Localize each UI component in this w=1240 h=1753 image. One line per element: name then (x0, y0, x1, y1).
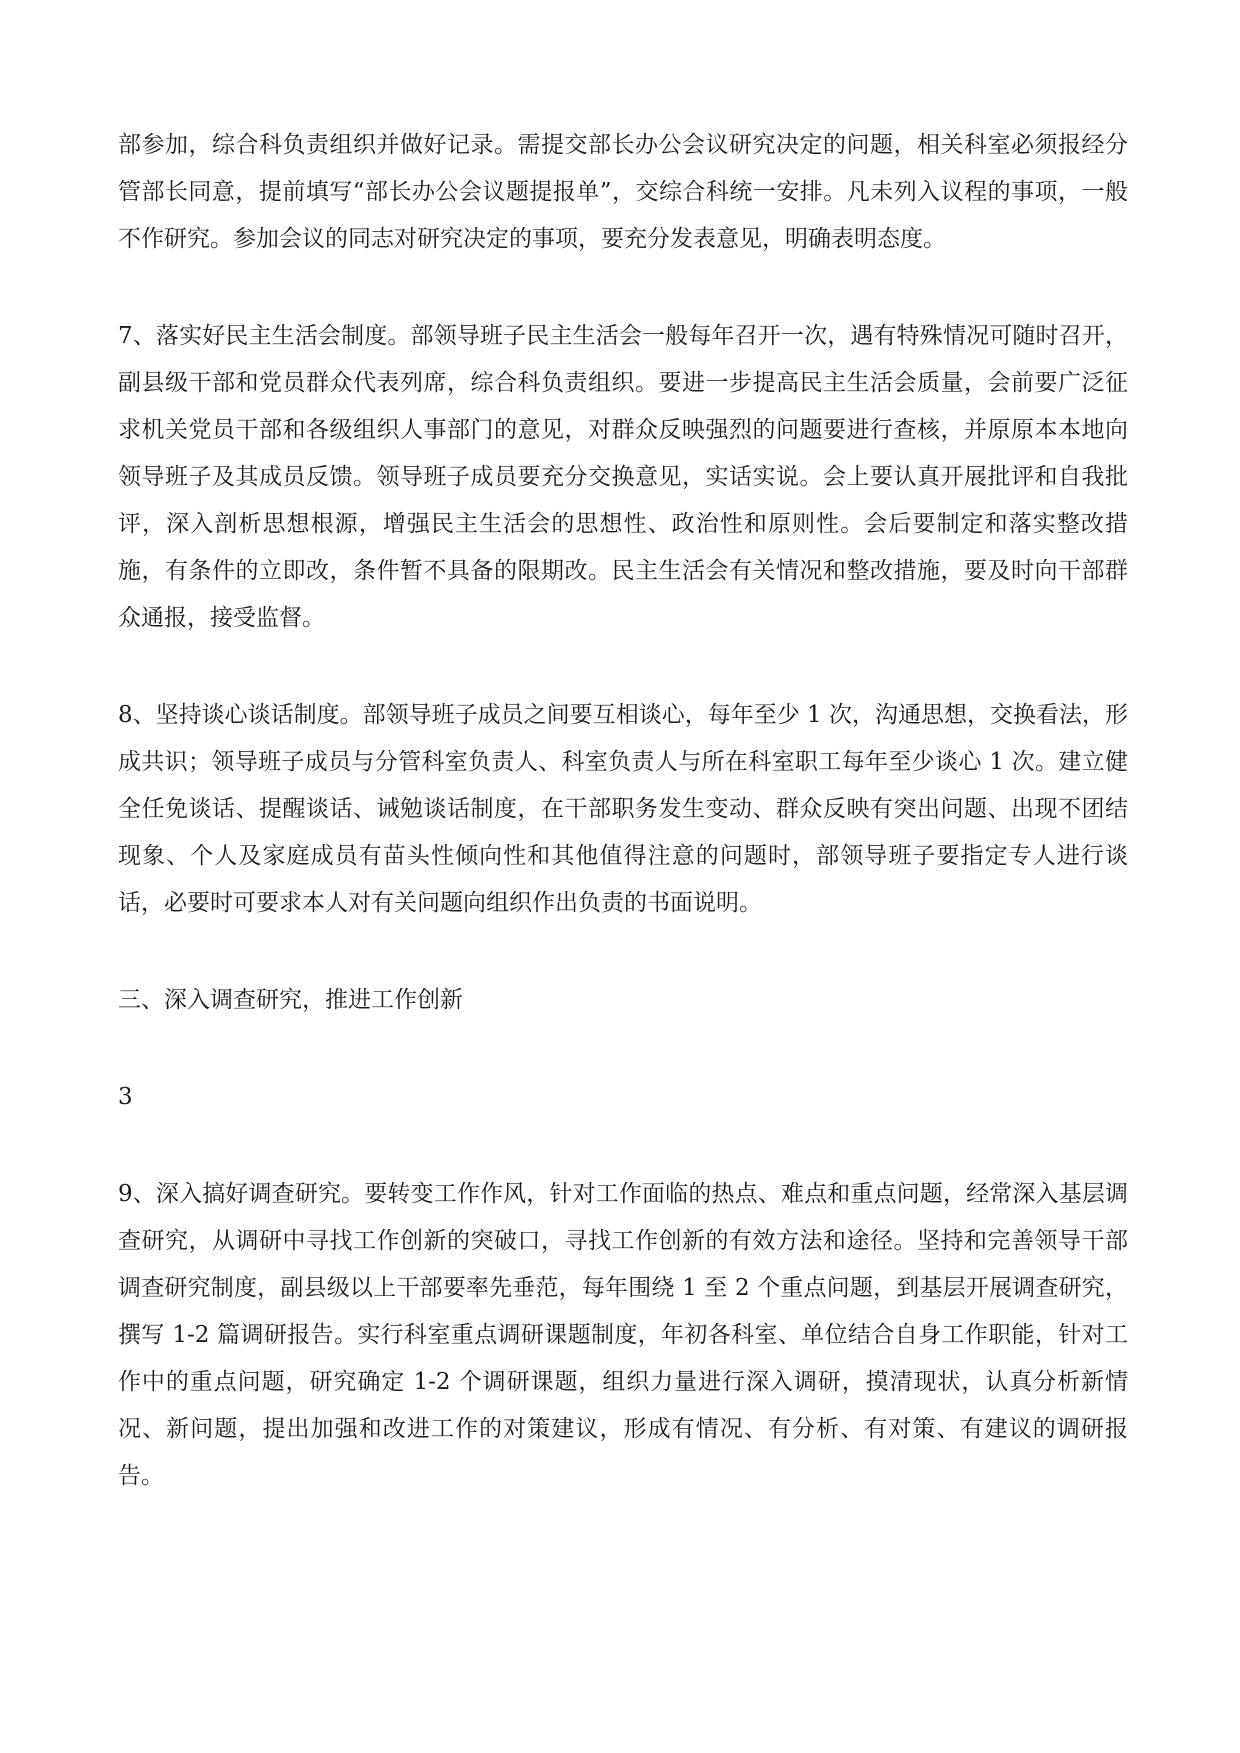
section-heading: 三、深入调查研究，推进工作创新 (118, 987, 463, 1013)
document-page (118, 122, 1128, 1500)
paragraph-item-9: 9、深入搞好调查研究。要转变工作作风，针对工作面临的热点、难点和重点问题，经常深入基层调查研究，从调研中寻找工作创新的突破口，寻找工作创新的有效方法和途径。坚持和完善领导干部调查研究制度，副县级以上干部要率先垂范，每年围绕 1 至 2 个重点问题，到基层开展调查研究，撰写 1-2 篇调研报告。实行科室重点调研课题制度，年初各科室、单位结合自身工作职能，针对工作中的重点问题，研究确定 1-2 个调研课题，组织力量进行深入调研，摸清现状，认真分析新情况、新问题，提出加强和改进工作的对策建议，形成有情况、有分析、有对策、有建议的调研报告。 (118, 1181, 1128, 1489)
paragraph-intro: 部参加，综合科负责组织并做好记录。需提交部长办公会议研究决定的问题，相关科室必须报经分管部长同意，提前填写“部长办公会议题提报单”，交综合科统一安排。凡未列入议程的事项，一般不作研究。参加会议的同志对研究决定的事项，要充分发表意见，明确表明态度。 (118, 132, 1128, 252)
paragraph-item-7: 7、落实好民主生活会制度。部领导班子民主生活会一般每年召开一次，遇有特殊情况可随时召开，副县级干部和党员群众代表列席，综合科负责组织。要进一步提高民主生活会质量，会前要广泛征求机关党员干部和各级组织人事部门的意见，对群众反映强烈的问题要进行查核，并原原本本地向领导班子及其成员反馈。领导班子成员要充分交换意见，实话实说。会上要认真开展批评和自我批评，深入剖析思想根源，增强民主生活会的思想性、政治性和原则性。会后要制定和落实整改措施，有条件的立即改，条件暂不具备的限期改。民主生活会有关情况和整改措施，要及时向干部群众通报，接受监督。 (118, 323, 1128, 631)
paragraph-item-8: 8、坚持谈心谈话制度。部领导班子成员之间要互相谈心，每年至少 1 次，沟通思想，交换看法，形成共识；领导班子成员与分管科室负责人、科室负责人与所在科室职工每年至少谈心 1 次。建立健全任免谈话、提醒谈话、诫勉谈话制度，在干部职务发生变动、群众反映有突出问题、出现不团结现象、个人及家庭成员有苗头性倾向性和其他值得注意的问题时，部领导班子要指定专人进行谈话，必要时可要求本人对有关问题向组织作出负责的书面说明。 (118, 702, 1128, 916)
page-number: 3 (118, 1084, 133, 1110)
